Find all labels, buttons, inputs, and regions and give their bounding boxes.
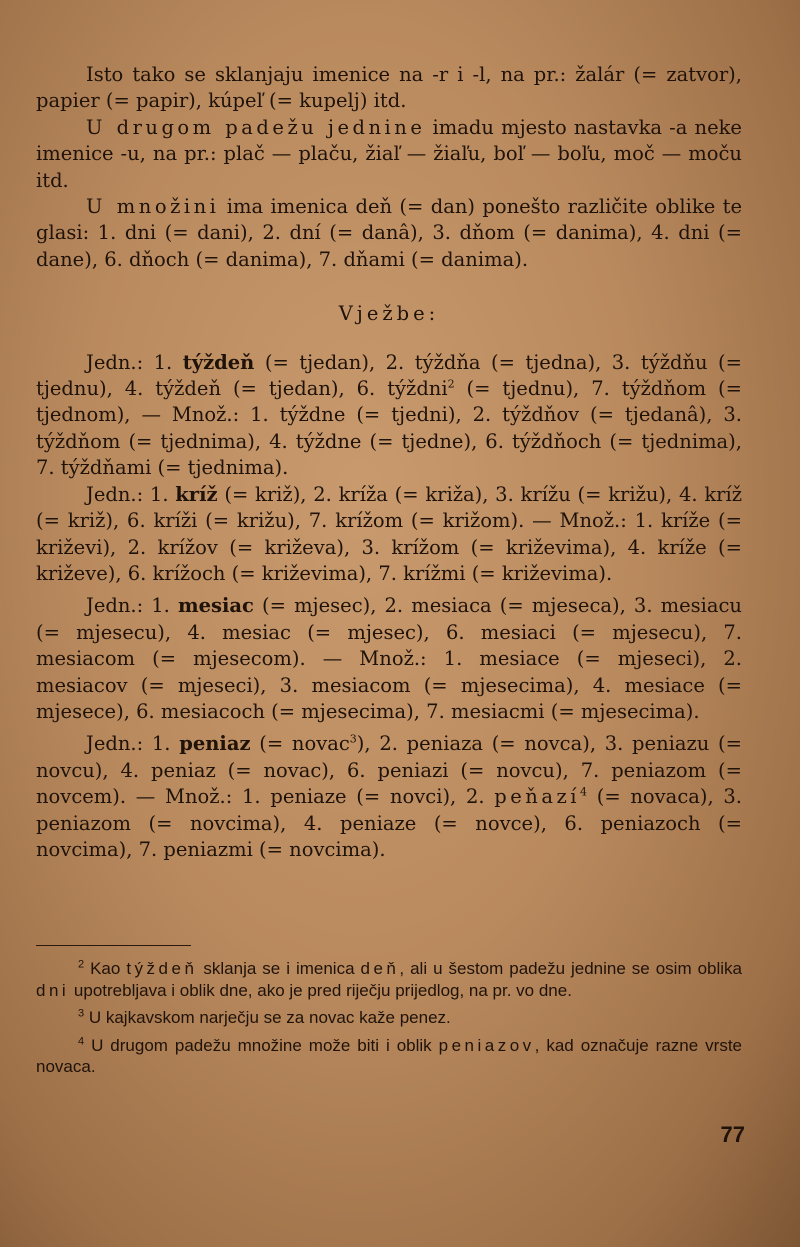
headword: mesiac	[177, 594, 254, 618]
footnote-text: , kad označuje razne vrste novaca.	[36, 1035, 742, 1076]
footnote-text: upotrebljava i oblik dne, ako je pred riječju prijedlog, na pr. vo dne.	[69, 980, 572, 1000]
spaced-term: týždeň	[126, 959, 198, 978]
exercise-text: (= mjesec), 2. mesiaca (= mjeseca), 3. mesiacu (= mjesecu), 4. mesiac (= mjesec), 6. mesiaci (= mjesecu), 7. mesiacom (= mjesecom). — Množ.: 1. mesiace (= mjeseci), 2. mesiacov (= mjeseci), 3. mesiacom (= mjesecima), 4. mesiace (= mjesece), 6. mesiacoch (= mjesecima), 7. mesiacmi (= mjesecima).	[36, 594, 742, 723]
paragraph-text: ima imenica deň (= dan) ponešto različite oblike te glasi: 1. dni (= dani), 2. dní (= danâ), 3. dňom (= danima), 4. dni (= dane), 6. dňoch (= danima), 7. dňami (= danima).	[36, 195, 742, 271]
footnote-text: , ali u šestom padežu jednine se osim oblika	[399, 959, 743, 978]
footnote-ref: 2	[447, 377, 455, 391]
footnote-2	[36, 958, 742, 1001]
exercise-text: (= križ), 2. kríža (= križa), 3. krížu (= križu), 4. kríž (= križ), 6. kríži (= križu), 7. krížom (= križom). — Množ.: 1. kríže (= križevi), 2. krížov (= križeva), 3. krížom (= križevima), 4. kríže (= križeve), 6. krížoch (= križevima), 7. krížmi (= križevima).	[36, 482, 742, 585]
spaced-term: peňazí	[494, 785, 580, 809]
exercise-text: (= novaca), 3. peniazom (= novcima), 4. peniaze (= novce), 6. peniazoch (= novcima), 7. peniazmi (= novcima).	[36, 785, 742, 861]
exercise-text: ), 2. peniaza (= novca), 3. peniazu (= novcu), 4. peniaz (= novac), 6. peniazi (= novcu), 7. peniazom (= novcem). — Množ.: 1. peniaze (= novci), 2.	[36, 732, 742, 809]
exercise-kriz	[36, 482, 742, 588]
footnote-text: sklanja se i imenica	[197, 959, 361, 978]
paragraph-text: imadu mjesto nastavka -a neke imenice -u, na pr.: plač — plaču, žiaľ — žiaľu, boľ — boľu, moč — moču itd.	[36, 115, 742, 192]
spaced-term: dni	[36, 980, 70, 1000]
paragraph-intro-2	[36, 115, 742, 194]
exercise-label: Jedn.: 1.	[86, 350, 183, 374]
exercise-label: Jedn.: 1.	[86, 482, 176, 506]
spaced-term: deň	[360, 959, 400, 978]
headword: týždeň	[182, 350, 255, 374]
exercise-peniaz	[36, 731, 742, 863]
paragraph-intro-3	[36, 194, 742, 273]
footnote-divider	[36, 945, 191, 946]
footnote-text: U drugom padežu množine može biti i oblik	[84, 1035, 439, 1055]
footnote-marker: 3	[78, 1007, 85, 1020]
paragraph-intro-1: Isto tako se sklanjaju imenice na -r i -l, na pr.: žalár (= zatvor), papier (= papir), kúpeľ (= kupelj) itd.	[36, 63, 742, 113]
exercise-mesiac	[36, 593, 742, 725]
exercise-tyzden	[36, 350, 742, 482]
spaced-term: peniazov	[438, 1035, 535, 1055]
page-number: 77	[720, 1122, 745, 1147]
headword: peniaz	[179, 732, 251, 756]
footnote-4	[36, 1035, 742, 1078]
footnote-marker: 4	[78, 1034, 85, 1047]
footnote-3	[36, 1007, 742, 1029]
footnote-text: U kajkavskom narječju se za novac kaže penez.	[84, 1008, 451, 1027]
footnote-text: Kao	[84, 959, 127, 978]
headword: kríž	[175, 482, 218, 506]
footnote-ref: 3	[349, 732, 357, 746]
spaced-term: U množini	[86, 195, 220, 219]
section-heading: Vježbe:	[338, 302, 440, 326]
exercise-text: (= tjedan), 2. týždňa (= tjedna), 3. týždňu (= tjednu), 4. týždeň (= tjedan), 6. týždni	[36, 350, 743, 401]
exercise-text: (= novac	[250, 732, 350, 756]
footnote-ref: 4	[580, 785, 587, 799]
exercise-label: Jedn.: 1.	[86, 594, 178, 618]
exercise-text: (= tjednu), 7. týždňom (= tjednom), — Množ.: 1. týždne (= tjedni), 2. týždňov (= tjedanâ), 3. týždňom (= tjednima), 4. týždne (= tjedne), 6. týždňoch (= tjednima), 7. týždňami (= tjednima).	[36, 377, 743, 480]
footnotes	[36, 958, 742, 1084]
main-text	[36, 62, 742, 863]
exercise-label: Jedn.: 1.	[86, 732, 180, 756]
spaced-term: U drugom padežu jednine	[86, 115, 426, 139]
footnote-marker: 2	[78, 958, 85, 971]
